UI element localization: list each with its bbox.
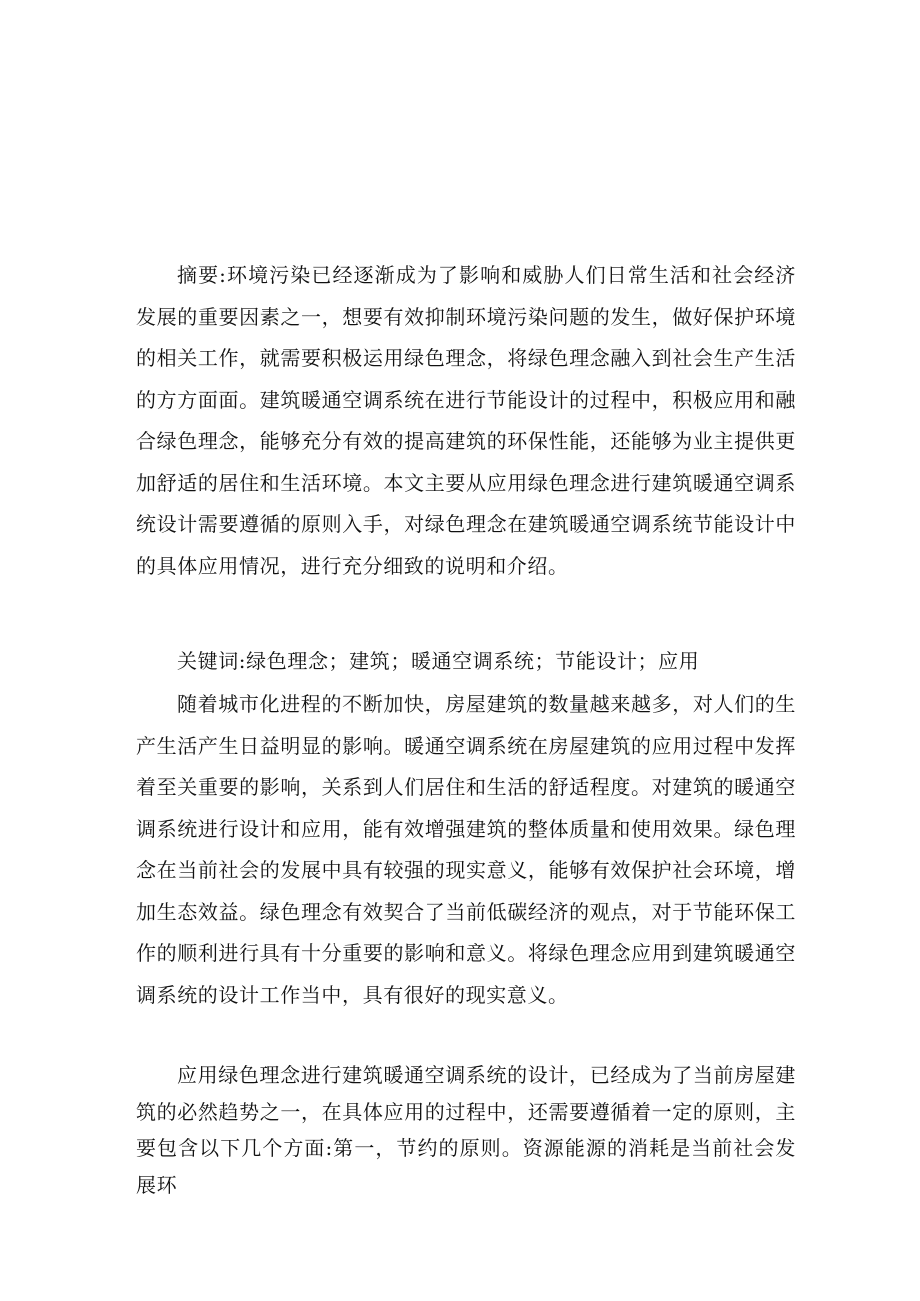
body-paragraph-2: 应用绿色理念进行建筑暖通空调系统的设计，已经成为了当前房屋建筑的必然趋势之一，在具体应用的过程中，还需要遵循着一定的原则，主要包含以下几个方面:第一，节约的原则。资源能源的消耗是当前社会发展环 <box>136 1063 796 1197</box>
keywords-paragraph: 关键词:绿色理念；建筑；暖通空调系统；节能设计；应用 <box>177 649 700 673</box>
body-paragraph-1: 随着城市化进程的不断加快，房屋建筑的数量越来越多，对人们的生产生活产生日益明显的影响。暖通空调系统在房屋建筑的应用过程中发挥着至关重要的影响，关系到人们居住和生活的舒适程度。对建筑的暖通空调系统进行设计和应用，能有效增强建筑的整体质量和使用效果。绿色理念在当前社会的发展中具有较强的现实意义，能够有效保护社会环境，增加生态效益。绿色理念有效契合了当前低碳经济的观点，对于节能环保工作的顺利进行具有十分重要的影响和意义。将绿色理念应用到建筑暖通空调系统的设计工作当中，具有很好的现实意义。 <box>136 692 796 1007</box>
abstract-paragraph: 摘要:环境污染已经逐渐成为了影响和威胁人们日常生活和社会经济发展的重要因素之一，想要有效抑制环境污染问题的发生，做好保护环境的相关工作，就需要积极运用绿色理念，将绿色理念融入到社会生产生活的方方面面。建筑暖通空调系统在进行节能设计的过程中，积极应用和融合绿色理念，能够充分有效的提高建筑的环保性能，还能够为业主提供更加舒适的居住和生活环境。本文主要从应用绿色理念进行建筑暖通空调系统设计需要遵循的原则入手，对绿色理念在建筑暖通空调系统节能设计中的具体应用情况，进行充分细致的说明和介绍。 <box>136 263 796 578</box>
